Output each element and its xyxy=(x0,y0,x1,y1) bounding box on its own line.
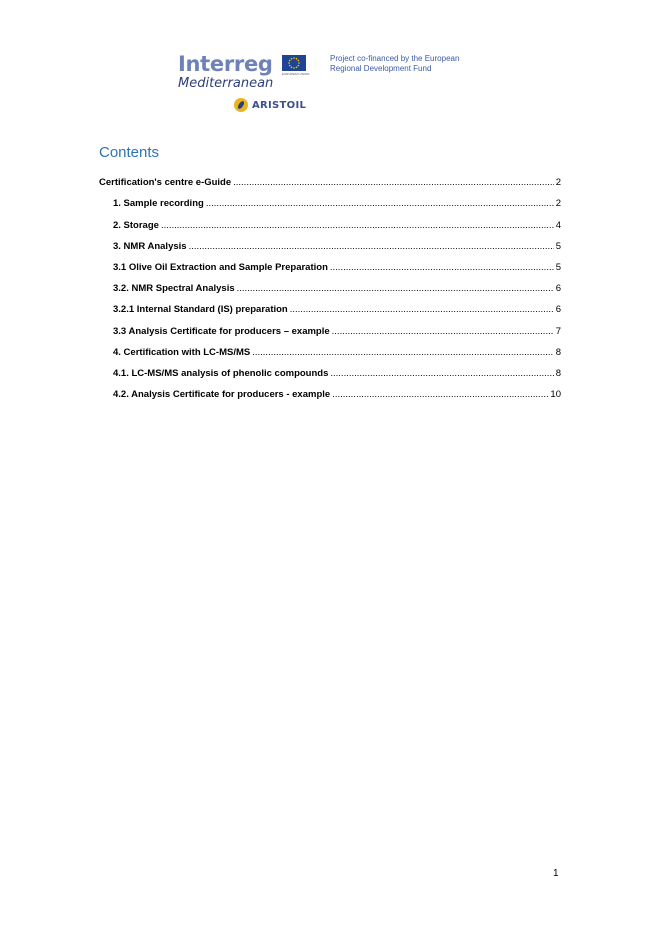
toc-dot-leader xyxy=(330,368,553,380)
olive-icon xyxy=(234,98,248,112)
toc-entry-page: 4 xyxy=(555,219,561,231)
toc-entry-label: 4. Certification with LC-MS/MS xyxy=(113,346,251,358)
toc-entry-nmr-spectral-analysis[interactable] xyxy=(99,274,561,295)
toc-dot-leader xyxy=(233,177,554,189)
toc-dot-leader xyxy=(161,220,554,232)
toc-dot-leader xyxy=(330,262,554,274)
toc-entry-label: 3. NMR Analysis xyxy=(113,240,187,252)
toc-entry-label: 4.2. Analysis Certificate for producers - example xyxy=(113,389,331,401)
toc-entry-label: Certification's centre e-Guide xyxy=(99,177,232,189)
toc-entry-page: 5 xyxy=(555,240,561,252)
cofinanced-line-2: Regional Development Fund xyxy=(330,64,432,73)
toc-dot-leader xyxy=(252,347,553,359)
toc-entry-label: 3.2.1 Internal Standard (IS) preparation xyxy=(113,304,288,316)
toc-entry-certification-guide[interactable] xyxy=(99,168,561,189)
eu-flag-caption: EUROPEAN UNION xyxy=(282,72,310,76)
eu-flag-icon xyxy=(282,55,306,71)
toc-dot-leader xyxy=(206,198,554,210)
toc-dot-leader xyxy=(332,389,548,401)
toc-dot-leader xyxy=(332,326,554,338)
cofinanced-line-1: Project co-financed by the European xyxy=(330,54,460,63)
table-of-contents xyxy=(99,168,561,401)
toc-entry-page: 8 xyxy=(555,367,561,379)
toc-dot-leader xyxy=(290,304,554,316)
toc-entry-nmr-analysis[interactable] xyxy=(99,232,561,253)
toc-entry-lcms-phenolic[interactable] xyxy=(99,359,561,380)
cofinanced-text xyxy=(330,54,459,74)
toc-entry-analysis-certificate-lcms[interactable] xyxy=(99,380,561,401)
toc-entry-page: 10 xyxy=(550,389,561,401)
toc-entry-internal-standard[interactable] xyxy=(99,295,561,316)
toc-entry-label: 1. Sample recording xyxy=(113,198,204,210)
toc-entry-label: 2. Storage xyxy=(113,219,159,231)
toc-entry-page: 5 xyxy=(555,261,561,273)
toc-entry-sample-recording[interactable] xyxy=(99,189,561,210)
header-logos xyxy=(178,52,498,118)
toc-entry-page: 7 xyxy=(555,325,561,337)
toc-entry-label: 3.1 Olive Oil Extraction and Sample Preparation xyxy=(113,261,328,273)
contents-heading: Contents xyxy=(99,144,160,161)
toc-entry-page: 6 xyxy=(555,283,561,295)
page-number: 1 xyxy=(553,868,559,879)
mediterranean-logo-text: Mediterranean xyxy=(178,76,274,91)
aristoil-label: ARISTOIL xyxy=(252,99,307,111)
toc-entry-page: 8 xyxy=(555,346,561,358)
toc-entry-storage[interactable] xyxy=(99,210,561,231)
toc-entry-page: 2 xyxy=(555,177,561,189)
toc-entry-label: 3.2. NMR Spectral Analysis xyxy=(113,283,235,295)
toc-entry-page: 2 xyxy=(555,198,561,210)
aristoil-logo xyxy=(234,96,306,114)
toc-dot-leader xyxy=(189,241,554,253)
toc-entry-olive-oil-extraction[interactable] xyxy=(99,253,561,274)
interreg-logo-text: Interreg xyxy=(178,52,273,76)
toc-entry-certification-lcms[interactable] xyxy=(99,338,561,359)
toc-entry-page: 6 xyxy=(555,304,561,316)
toc-dot-leader xyxy=(237,283,554,295)
toc-entry-label: 4.1. LC-MS/MS analysis of phenolic compounds xyxy=(113,367,329,379)
toc-entry-analysis-certificate-nmr[interactable] xyxy=(99,316,561,337)
toc-entry-label: 3.3 Analysis Certificate for producers – example xyxy=(113,325,330,337)
